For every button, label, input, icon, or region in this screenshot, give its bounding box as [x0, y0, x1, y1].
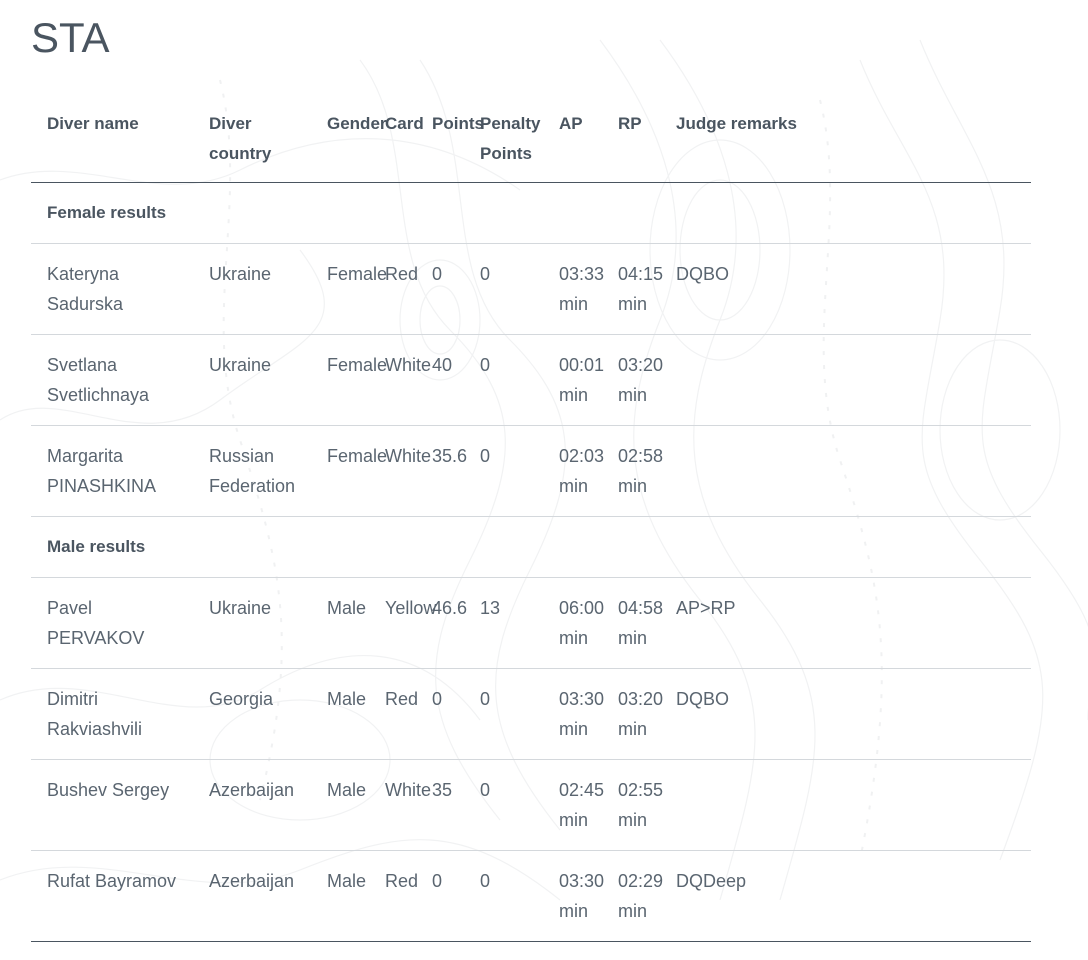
- table-row: [31, 578, 1031, 669]
- cell-diver-name: Rufat Bayramov: [31, 851, 193, 942]
- table-row: [31, 851, 1031, 942]
- cell-gender: Female: [311, 426, 369, 517]
- cell-penalty-points: 0: [464, 244, 543, 335]
- cell-penalty-points: 0: [464, 760, 543, 851]
- cell-ap: 02:45 min: [543, 760, 602, 851]
- cell-points: 0: [416, 244, 464, 335]
- group-row-female: [31, 183, 1031, 244]
- cell-points: 0: [416, 669, 464, 760]
- cell-diver-country: Azerbaijan: [193, 851, 311, 942]
- table-row: [31, 669, 1031, 760]
- cell-rp: 02:55 min: [602, 760, 660, 851]
- cell-diver-country: Russian Federation: [193, 426, 311, 517]
- cell-judge-remarks: [660, 426, 1031, 517]
- table-row: [31, 335, 1031, 426]
- cell-card: White: [369, 335, 416, 426]
- cell-rp: 04:15 min: [602, 244, 660, 335]
- header-gender: Gender: [311, 95, 369, 183]
- table-row: [31, 426, 1031, 517]
- cell-points: 35.6: [416, 426, 464, 517]
- cell-rp: 04:58 min: [602, 578, 660, 669]
- cell-rp: 03:20 min: [602, 669, 660, 760]
- header-rp: RP: [602, 95, 660, 183]
- cell-ap: 03:33 min: [543, 244, 602, 335]
- group-label: Male results: [31, 517, 1031, 578]
- header-penalty-points: Penalty Points: [464, 95, 543, 183]
- cell-card: Red: [369, 669, 416, 760]
- header-diver-country: Diver country: [193, 95, 311, 183]
- cell-points: 0: [416, 851, 464, 942]
- header-card: Card: [369, 95, 416, 183]
- header-ap: AP: [543, 95, 602, 183]
- cell-rp: 03:20 min: [602, 335, 660, 426]
- header-points: Points: [416, 95, 464, 183]
- cell-card: Yellow: [369, 578, 416, 669]
- cell-diver-country: Ukraine: [193, 244, 311, 335]
- cell-judge-remarks: DQBO: [660, 244, 1031, 335]
- cell-ap: 03:30 min: [543, 669, 602, 760]
- header-judge-remarks: Judge remarks: [660, 95, 1031, 183]
- table-row: [31, 244, 1031, 335]
- cell-card: White: [369, 426, 416, 517]
- table-header-row: [31, 95, 1031, 183]
- cell-diver-country: Azerbaijan: [193, 760, 311, 851]
- group-row-male: [31, 517, 1031, 578]
- cell-ap: 03:30 min: [543, 851, 602, 942]
- cell-penalty-points: 0: [464, 669, 543, 760]
- cell-diver-name: Dimitri Rakviashvili: [31, 669, 193, 760]
- cell-diver-name: Kateryna Sadurska: [31, 244, 193, 335]
- cell-gender: Male: [311, 578, 369, 669]
- cell-penalty-points: 0: [464, 851, 543, 942]
- group-label: Female results: [31, 183, 1031, 244]
- cell-diver-country: Ukraine: [193, 578, 311, 669]
- cell-card: Red: [369, 851, 416, 942]
- cell-judge-remarks: DQDeep: [660, 851, 1031, 942]
- page-title: STA: [31, 14, 110, 61]
- cell-points: 46.6: [416, 578, 464, 669]
- cell-diver-country: Ukraine: [193, 335, 311, 426]
- cell-ap: 06:00 min: [543, 578, 602, 669]
- cell-points: 35: [416, 760, 464, 851]
- cell-diver-country: Georgia: [193, 669, 311, 760]
- cell-judge-remarks: [660, 760, 1031, 851]
- cell-diver-name: Margarita PINASHKINA: [31, 426, 193, 517]
- header-diver-name: Diver name: [31, 95, 193, 183]
- cell-gender: Male: [311, 760, 369, 851]
- cell-penalty-points: 0: [464, 335, 543, 426]
- table-row: [31, 760, 1031, 851]
- cell-card: White: [369, 760, 416, 851]
- cell-judge-remarks: AP>RP: [660, 578, 1031, 669]
- results-table: [31, 95, 1031, 942]
- cell-gender: Male: [311, 851, 369, 942]
- cell-diver-name: Pavel PERVAKOV: [31, 578, 193, 669]
- cell-diver-name: Svetlana Svetlichnaya: [31, 335, 193, 426]
- cell-rp: 02:29 min: [602, 851, 660, 942]
- cell-diver-name: Bushev Sergey: [31, 760, 193, 851]
- cell-penalty-points: 0: [464, 426, 543, 517]
- cell-judge-remarks: DQBO: [660, 669, 1031, 760]
- cell-penalty-points: 13: [464, 578, 543, 669]
- cell-gender: Male: [311, 669, 369, 760]
- cell-card: Red: [369, 244, 416, 335]
- cell-gender: Female: [311, 244, 369, 335]
- cell-ap: 00:01 min: [543, 335, 602, 426]
- cell-gender: Female: [311, 335, 369, 426]
- cell-rp: 02:58 min: [602, 426, 660, 517]
- cell-judge-remarks: [660, 335, 1031, 426]
- cell-ap: 02:03 min: [543, 426, 602, 517]
- cell-points: 40: [416, 335, 464, 426]
